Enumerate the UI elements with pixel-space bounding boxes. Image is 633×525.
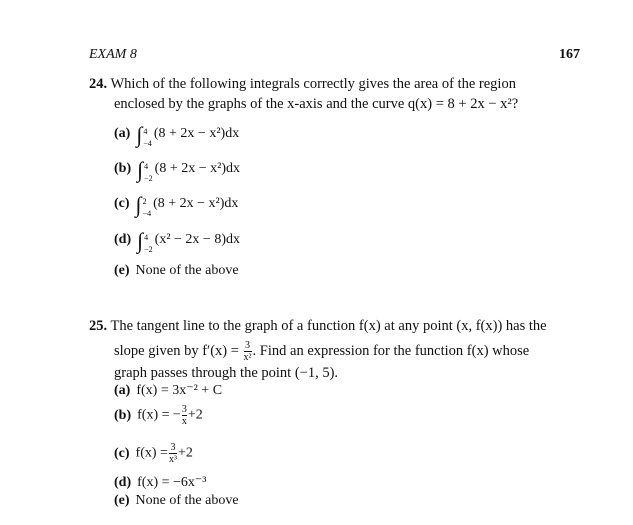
option-label: (a): [114, 126, 131, 141]
fraction-3-over-x-squared: [244, 340, 252, 363]
exam-label: EXAM 8: [89, 47, 137, 62]
fraction: [169, 442, 177, 465]
numerator: 3: [170, 442, 176, 453]
option-text: None of the above: [135, 263, 239, 278]
option-label: (e): [114, 493, 130, 508]
denominator: x³: [168, 454, 177, 465]
q25-option-a: [114, 382, 222, 399]
question-24-line-2: enclosed by the graphs of the x-axis and the curve q(x) = 8 + 2x − x²?: [114, 96, 519, 112]
page-number: 167: [559, 47, 580, 62]
fraction: [182, 404, 187, 427]
q24-option-b: [114, 157, 240, 183]
integral-sign: ∫: [137, 228, 144, 253]
upper-limit: 4: [144, 162, 149, 171]
integrand: (8 + 2x − x²)dx: [153, 126, 240, 141]
lower-limit: −4: [142, 209, 152, 218]
option-label: (c): [114, 445, 130, 461]
option-text: f(x) = −6x⁻³: [137, 475, 207, 490]
option-text-pre: f(x) =: [135, 445, 168, 461]
upper-limit: 4: [144, 233, 149, 242]
option-label: (d): [114, 475, 132, 490]
integrand: (8 + 2x − x²)dx: [153, 196, 239, 211]
q25-option-d: [114, 474, 207, 491]
option-label: (d): [114, 232, 132, 247]
q24-option-a: [114, 122, 239, 148]
question-25-text-2-post: . Find an expression for the function f(x) whose: [252, 342, 530, 359]
lower-limit: −4: [143, 139, 152, 148]
question-24-text-1: Which of the following integrals correctly gives the area of the region: [110, 76, 516, 92]
upper-limit: 2: [142, 197, 147, 206]
numerator: 3: [181, 404, 187, 415]
integral-limits: [143, 127, 152, 148]
integral-limits: [144, 162, 153, 183]
upper-limit: 4: [143, 127, 148, 136]
question-25-text-2-pre: slope given by f′(x) =: [114, 342, 239, 359]
question-25-number: 25.: [89, 318, 108, 334]
lower-limit: −2: [144, 245, 153, 254]
option-label: (c): [114, 196, 130, 211]
option-label: (e): [114, 263, 130, 278]
integral-limits: [144, 233, 153, 254]
question-25-line-1: [89, 316, 547, 337]
integral-sign: ∫: [137, 157, 144, 182]
question-24-line-1: [89, 74, 516, 95]
option-label: (a): [114, 383, 131, 398]
option-text: None of the above: [135, 493, 239, 508]
question-25-line-3: graph passes through the point (−1, 5).: [114, 365, 339, 381]
q24-option-c: [114, 192, 238, 218]
question-25-line-2: [114, 340, 529, 363]
integral-sign: ∫: [135, 192, 142, 217]
option-label: (b): [114, 407, 132, 423]
option-text-post: +2: [187, 407, 203, 423]
option-label: (b): [114, 161, 132, 176]
integral-limits: [143, 197, 152, 218]
q25-option-c: [114, 442, 193, 465]
denominator: x: [181, 416, 187, 427]
question-24-number: 24.: [89, 76, 108, 92]
integral-sign: ∫: [136, 122, 143, 147]
option-text-post: +2: [177, 445, 193, 461]
integrand: (x² − 2x − 8)dx: [154, 232, 240, 247]
option-text: f(x) = 3x⁻² + C: [136, 383, 223, 398]
q25-option-b: [114, 404, 203, 427]
question-25-text-1: The tangent line to the graph of a function f(x) at any point (x, f(x)) has the: [110, 318, 547, 334]
numerator: 3: [245, 340, 251, 351]
q25-option-e: [114, 493, 239, 509]
denominator: x²: [243, 352, 252, 363]
integrand: (8 + 2x − x²)dx: [154, 161, 240, 176]
q24-option-d: [114, 228, 240, 254]
lower-limit: −2: [144, 174, 153, 183]
q24-option-e: [114, 263, 239, 279]
option-text-pre: f(x) = −: [137, 407, 181, 423]
